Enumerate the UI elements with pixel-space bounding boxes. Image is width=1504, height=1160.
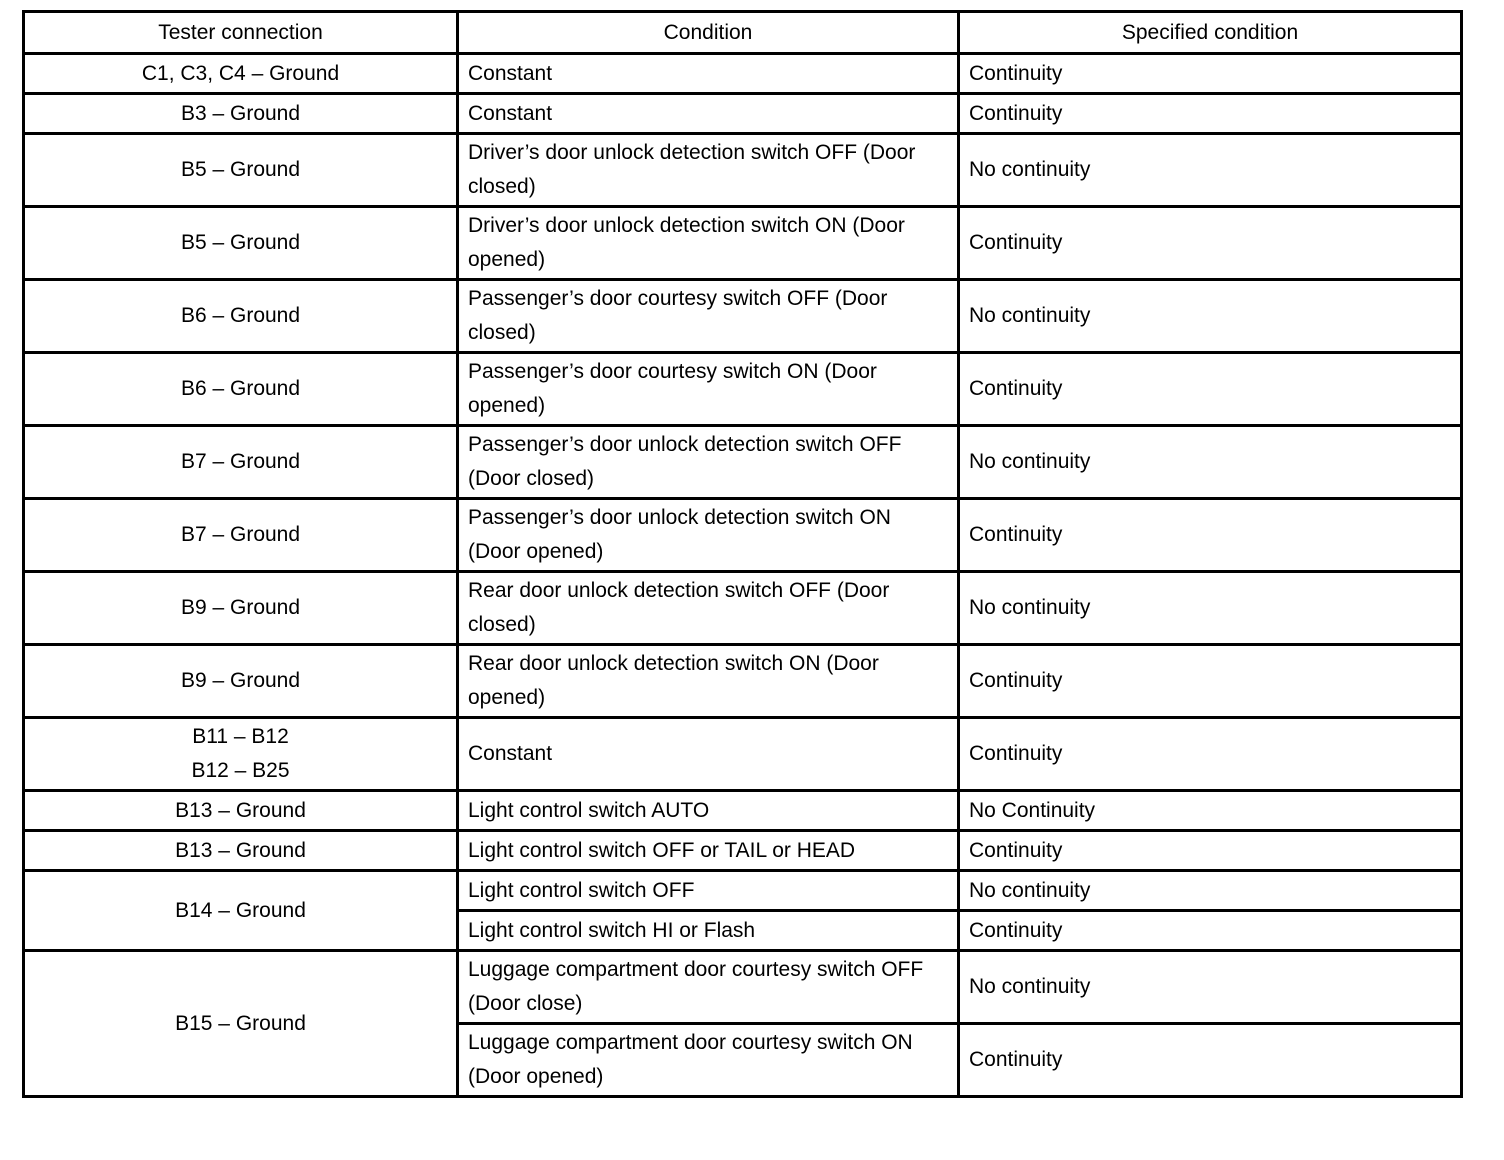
condition-cell: Light control switch OFF or TAIL or HEAD <box>458 831 959 871</box>
table-row <box>24 353 1462 426</box>
tester-connection-cell: C1, C3, C4 – Ground <box>24 54 458 94</box>
tester-connection-cell: B13 – Ground <box>24 791 458 831</box>
table-row <box>24 645 1462 718</box>
header-condition: Condition <box>458 12 959 54</box>
tester-connection-cell: B6 – Ground <box>24 353 458 426</box>
condition-cell: Constant <box>458 718 959 791</box>
specified-condition-cell: No continuity <box>959 426 1462 499</box>
tester-connection-cell: B9 – Ground <box>24 572 458 645</box>
table-row <box>24 791 1462 831</box>
specified-condition-cell: Continuity <box>959 499 1462 572</box>
table-row <box>24 280 1462 353</box>
tester-connection-line: B11 – B12 <box>192 725 289 748</box>
condition-cell: Rear door unlock detection switch ON (Door opened) <box>458 645 959 718</box>
tester-connection-cell: B13 – Ground <box>24 831 458 871</box>
condition-cell: Passenger’s door unlock detection switch ON (Door opened) <box>458 499 959 572</box>
header-row <box>24 12 1462 54</box>
condition-cell: Passenger’s door unlock detection switch OFF (Door closed) <box>458 426 959 499</box>
condition-cell: Passenger’s door courtesy switch ON (Door opened) <box>458 353 959 426</box>
condition-cell: Driver’s door unlock detection switch OFF (Door closed) <box>458 134 959 207</box>
specified-condition-cell: Continuity <box>959 911 1462 951</box>
condition-cell: Rear door unlock detection switch OFF (Door closed) <box>458 572 959 645</box>
condition-cell: Light control switch AUTO <box>458 791 959 831</box>
header-specified-condition: Specified condition <box>959 12 1462 54</box>
tester-connection-cell: B3 – Ground <box>24 94 458 134</box>
tester-connection-cell: B7 – Ground <box>24 426 458 499</box>
header-tester-connection: Tester connection <box>24 12 458 54</box>
specified-condition-cell: Continuity <box>959 94 1462 134</box>
tester-connection-line: B12 – B25 <box>191 759 290 782</box>
tester-connection-cell: B9 – Ground <box>24 645 458 718</box>
condition-cell: Driver’s door unlock detection switch ON (Door opened) <box>458 207 959 280</box>
condition-cell: Light control switch HI or Flash <box>458 911 959 951</box>
specified-condition-cell: No continuity <box>959 572 1462 645</box>
table-row <box>24 54 1462 94</box>
specified-condition-cell: Continuity <box>959 207 1462 280</box>
tester-connection-cell: B5 – Ground <box>24 134 458 207</box>
table-row <box>24 831 1462 871</box>
specified-condition-cell: No continuity <box>959 951 1462 1024</box>
table-row <box>24 718 1462 791</box>
specified-condition-cell: No continuity <box>959 280 1462 353</box>
specified-condition-cell: Continuity <box>959 353 1462 426</box>
condition-cell: Passenger’s door courtesy switch OFF (Door closed) <box>458 280 959 353</box>
table-row <box>24 94 1462 134</box>
table-row <box>24 207 1462 280</box>
specified-condition-cell: Continuity <box>959 718 1462 791</box>
condition-cell: Luggage compartment door courtesy switch OFF (Door close) <box>458 951 959 1024</box>
table-row <box>24 426 1462 499</box>
tester-connection-cell: B7 – Ground <box>24 499 458 572</box>
condition-cell: Constant <box>458 54 959 94</box>
specified-condition-cell: No continuity <box>959 871 1462 911</box>
tester-connection-cell: B6 – Ground <box>24 280 458 353</box>
condition-cell: Constant <box>458 94 959 134</box>
specified-condition-cell: Continuity <box>959 645 1462 718</box>
specified-condition-cell: No Continuity <box>959 791 1462 831</box>
table-row <box>24 871 1462 911</box>
specified-condition-cell: Continuity <box>959 831 1462 871</box>
tester-connection-cell <box>24 718 458 791</box>
condition-cell: Light control switch OFF <box>458 871 959 911</box>
specified-condition-cell: No continuity <box>959 134 1462 207</box>
table-row <box>24 951 1462 1024</box>
condition-cell: Luggage compartment door courtesy switch ON (Door opened) <box>458 1024 959 1097</box>
tester-connection-cell: B15 – Ground <box>24 951 458 1097</box>
continuity-spec-table <box>22 10 1463 1098</box>
table-row <box>24 499 1462 572</box>
tester-connection-cell: B5 – Ground <box>24 207 458 280</box>
table-row <box>24 134 1462 207</box>
table-row <box>24 572 1462 645</box>
tester-connection-cell: B14 – Ground <box>24 871 458 951</box>
specified-condition-cell: Continuity <box>959 1024 1462 1097</box>
specified-condition-cell: Continuity <box>959 54 1462 94</box>
